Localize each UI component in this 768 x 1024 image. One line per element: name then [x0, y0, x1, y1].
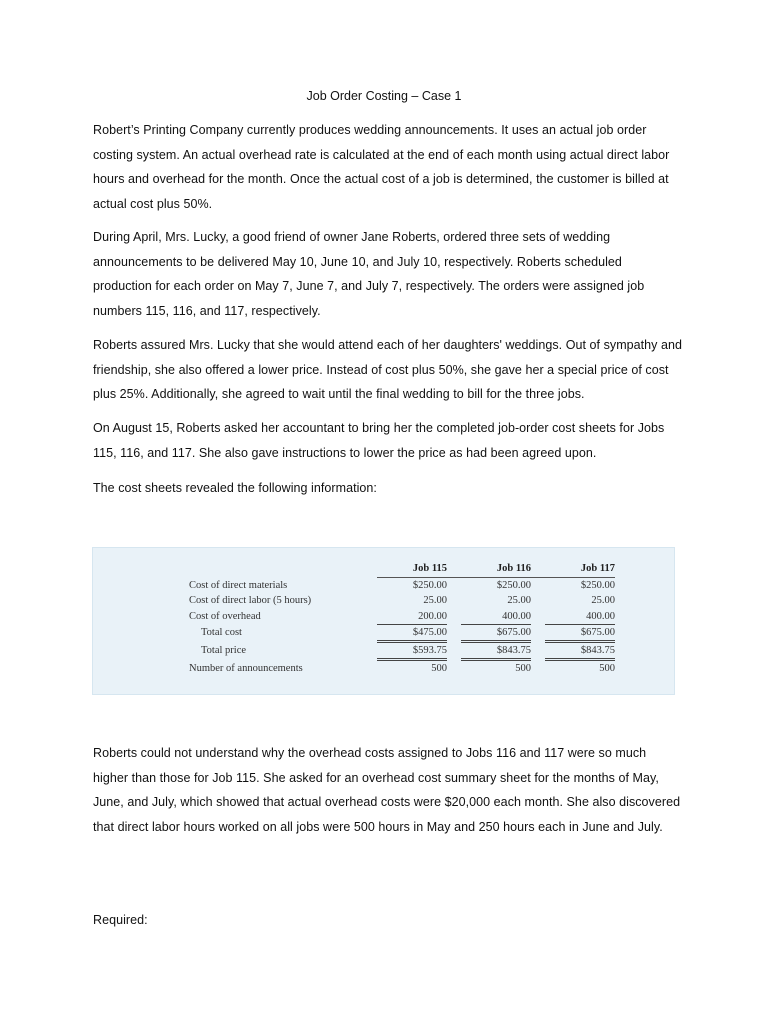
- cell-value: $675.00: [461, 624, 531, 641]
- row-label: Total price: [201, 645, 247, 657]
- paragraph-pricing: Roberts assured Mrs. Lucky that she would attend each of her daughters' weddings. Out of sympathy and friendship, she also offered a lower price. Instead of cost plus 50%, she gave her a special price of cost plus 25%. Additionally, she agreed to wait until the final wedding to bill for the three jobs.: [93, 338, 683, 401]
- cell-value: 25.00: [423, 595, 447, 607]
- cost-sheet-panel: [92, 547, 675, 695]
- cell-value: 25.00: [507, 595, 531, 607]
- cost-sheet-table: [189, 560, 615, 677]
- row-label: Cost of direct materials: [189, 579, 288, 591]
- cell-value: $250.00: [580, 580, 615, 591]
- row-label: Cost of overhead: [189, 610, 261, 622]
- paragraph-cost-sheets-intro: The cost sheets revealed the following information:: [93, 481, 377, 495]
- header-job-117: Job 117: [545, 560, 615, 578]
- paragraph-overhead-question: Roberts could not understand why the overhead costs assigned to Jobs 116 and 117 were so much higher than those for Job 115. She asked for an overhead cost summary sheet for the months of May, June, and July, which showed that actual overhead costs were $20,000 each month. She also discovered that direct labor hours worked on all jobs were 500 hours in May and 250 hours each in June and July.: [93, 746, 681, 834]
- cell-value: 400.00: [461, 609, 531, 625]
- table-row: [189, 624, 615, 641]
- table-row: [189, 578, 615, 594]
- table-row: [189, 660, 615, 677]
- paragraph-orders: During April, Mrs. Lucky, a good friend of owner Jane Roberts, ordered three sets of wedding announcements to be delivered May 10, June 10, and July 10, respectively. Roberts scheduled production for each order on May 7, June 7, and July 7, respectively. The orders were assigned job numbers 115, 116, and 117, respectively.: [93, 230, 645, 318]
- paragraph-request: On August 15, Roberts asked her accountant to bring her the completed job-order cost sheets for Jobs 115, 116, and 117. She also gave instructions to lower the price as had been agreed upon.: [93, 421, 665, 460]
- cell-value: 400.00: [545, 609, 615, 625]
- cell-value: $843.75: [461, 642, 531, 660]
- table-header-row: [189, 560, 615, 578]
- table-row: [189, 593, 615, 608]
- cell-value: $250.00: [496, 580, 531, 591]
- paragraph-intro: Robert’s Printing Company currently produces wedding announcements. It uses an actual job order costing system. An actual overhead rate is calculated at the end of each month using actual direct labor hours and overhead for the month. Once the actual cost of a job is determined, the customer is billed at actual cost plus 50%.: [93, 123, 670, 211]
- table-row: [189, 609, 615, 625]
- table-row: [189, 642, 615, 660]
- cell-value: $843.75: [545, 642, 615, 660]
- row-label: Cost of direct labor (5 hours): [189, 595, 312, 607]
- cell-value: $593.75: [377, 642, 447, 660]
- cell-value: $675.00: [545, 624, 615, 641]
- header-job-115: Job 115: [377, 560, 447, 578]
- paragraph-required: Required:: [93, 913, 148, 927]
- cell-value: 500: [431, 663, 447, 675]
- cell-value: 500: [515, 663, 531, 675]
- header-job-116: Job 116: [461, 560, 531, 578]
- cell-value: 200.00: [377, 609, 447, 625]
- cell-value: $250.00: [412, 580, 447, 591]
- row-label: Number of announcements: [189, 662, 303, 674]
- document-title: Job Order Costing – Case 1: [306, 89, 462, 103]
- cell-value: 25.00: [591, 595, 615, 607]
- cell-value: $475.00: [377, 624, 447, 641]
- cell-value: 500: [599, 663, 615, 675]
- header-label-cell: [189, 560, 377, 578]
- row-label: Total cost: [201, 627, 242, 639]
